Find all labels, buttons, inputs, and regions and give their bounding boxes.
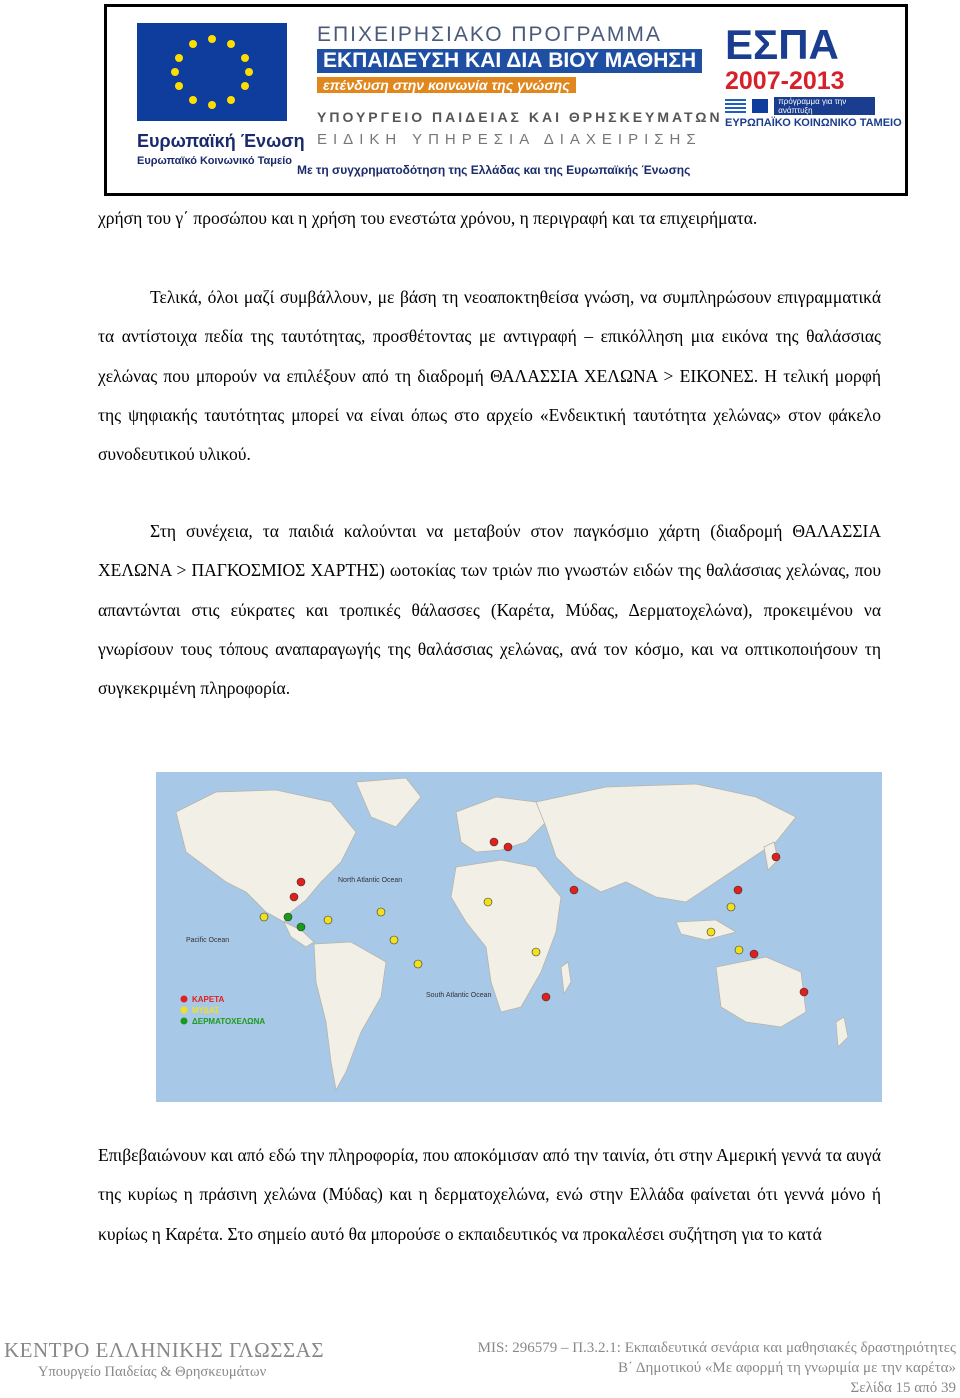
footer-mis: MIS: 296579 – Π.3.2.1: Εκπαιδευτικά σενάρια και μαθησιακές δραστηριότητες <box>477 1340 956 1356</box>
marker-mydas <box>260 913 268 921</box>
marker-caretta <box>290 893 298 901</box>
eu-flag-icon <box>137 23 287 121</box>
north-atlantic-label: North Atlantic Ocean <box>338 877 403 884</box>
op-slogan: επένδυση στην κοινωνία της γνώσης <box>317 77 576 93</box>
marker-leatherback <box>297 923 305 931</box>
legend-leatherback-label: ΔΕΡΜΑΤΟΧΕΛΩΝΑ <box>192 1017 266 1026</box>
legend-mydas-label: ΜΥΔΑΣ <box>192 1006 220 1015</box>
greek-flag-icon <box>725 99 746 113</box>
eu-name: Ευρωπαϊκή Ένωση <box>137 131 305 151</box>
south-atlantic-label: South Atlantic Ocean <box>426 992 492 999</box>
world-map <box>156 772 882 1102</box>
paragraph-3: Στη συνέχεια, τα παιδιά καλούνται να μεταβούν στον παγκόσμιο χάρτη (διαδρομή ΘΑΛΑΣΣΙΑ ΧΕΛΩΝΑ > ΠΑΓΚΟΣΜΙΟΣ ΧΑΡΤΗΣ) ωοτοκίας των τριών πιο γνωστών ειδών της θαλάσσιας χελώνας, που απαντώνται στις εύκρατες και τροπικές θάλασσες (Καρέτα, Μύδας, Δερματοχελώνα), προκειμένου να γνωρίσουν τους τόπους αναπαραγωγής της θαλάσσιας χελώνας, ανά τον κόσμο, και να οπτικοποιήσουν τη συγκεκριμένη πληροφορία. <box>98 521 881 699</box>
espa-logo: ΕΣΠΑ <box>725 21 839 68</box>
marker-mydas <box>532 948 540 956</box>
marker-caretta-greece <box>490 838 498 846</box>
espa-band <box>725 99 875 113</box>
legend-leatherback-dot <box>181 1018 188 1025</box>
marker-mydas <box>735 946 743 954</box>
marker-caretta <box>750 950 758 958</box>
marker-caretta <box>734 886 742 894</box>
paragraph-4: Επιβεβαιώνουν και από εδώ την πληροφορία, που αποκόμισαν από την ταινία, ότι στην Αμερική γεννά τα αυγά της κυρίως η πράσινη χελώνα (Μύδας) και η δερματοχελώνα, ενώ στην Ελλάδα φαίνεται ότι γεννά μόνο ή κυρίως η Καρέτα. Στο σημείο αυτό θα μπορούσε ο εκπαιδευτικός να προκαλέσει συζήτηση για το κατά <box>98 1145 881 1244</box>
marker-mydas <box>414 960 422 968</box>
marker-caretta <box>772 853 780 861</box>
eu-mini-flag-icon <box>752 99 768 113</box>
marker-caretta <box>800 988 808 996</box>
footer-page-number: Σελίδα 15 από 39 <box>850 1380 956 1396</box>
paragraph-2: Τελικά, όλοι μαζί συμβάλλουν, με βάση τη νεοαποκτηθείσα γνώση, να συμπληρώσουν επιγραμματικά τα αντίστοιχα πεδία της ταυτότητας, προσθέτοντας με αντιγραφή – επικόλληση μια εικόνα της θαλάσσιας χελώνας που μπορούν να επιλέξουν από τη διαδρομή ΘΑΛΑΣΣΙΑ ΧΕΛΩΝΑ > ΕΙΚΟΝΕΣ. Η τελική μορφή της ψηφιακής ταυτότητας μπορεί να είναι όπως στο αρχείο «Ενδεικτική ταυτότητα χελώνας» στον φάκελο συνοδευτικού υλικού. <box>98 287 881 465</box>
marker-caretta <box>570 886 578 894</box>
pacific-label: Pacific Ocean <box>186 937 230 944</box>
footer-ministry: Υπουργείο Παιδείας & Θρησκευμάτων <box>38 1364 267 1380</box>
legend-caretta-label: ΚΑΡΕΤΑ <box>192 995 225 1004</box>
op-title: ΕΠΙΧΕΙΡΗΣΙΑΚΟ ΠΡΟΓΡΑΜΜΑ <box>317 23 662 46</box>
marker-mydas <box>324 916 332 924</box>
legend-caretta-dot <box>181 996 188 1003</box>
eu-fund-label: Ευρωπαϊκό Κοινωνικό Ταμείο <box>137 155 292 167</box>
marker-mydas <box>484 898 492 906</box>
cofund-label: Με τη συγχρηματοδότηση της Ελλάδας και της Ευρωπαϊκής Ένωσης <box>297 163 691 177</box>
header-banner <box>104 4 908 196</box>
marker-mydas <box>390 936 398 944</box>
marker-caretta <box>542 993 550 1001</box>
marker-mydas <box>727 903 735 911</box>
marker-caretta <box>297 878 305 886</box>
op-subtitle: ΕΚΠΑΙΔΕΥΣΗ ΚΑΙ ΔΙΑ ΒΙΟΥ ΜΑΘΗΣΗ <box>317 49 702 73</box>
world-map-svg <box>156 772 882 1102</box>
ministry-label: ΥΠΟΥΡΓΕΙΟ ΠΑΙΔΕΙΑΣ ΚΑΙ ΘΡΗΣΚΕΥΜΑΤΩΝ <box>317 109 723 125</box>
marker-mydas <box>377 908 385 916</box>
legend-mydas-dot <box>181 1007 188 1014</box>
espa-fund-label: ΕΥΡΩΠΑΪΚΟ ΚΟΙΝΩΝΙΚΟ ΤΑΜΕΙΟ <box>725 117 902 129</box>
espa-development-label: πρόγραμμα για την ανάπτυξη <box>774 97 875 115</box>
marker-caretta <box>504 843 512 851</box>
marker-mydas <box>707 928 715 936</box>
espa-years: 2007-2013 <box>725 67 845 95</box>
footer-grade: Β΄ Δημοτικού «Με αφορμή τη γνωριμία με την καρέτα» <box>617 1360 956 1376</box>
marker-leatherback <box>284 913 292 921</box>
footer-org: ΚΕΝΤΡΟ ΕΛΛΗΝΙΚΗΣ ΓΛΩΣΣΑΣ <box>4 1338 325 1362</box>
service-label: ΕΙΔΙΚΗ ΥΠΗΡΕΣΙΑ ΔΙΑΧΕΙΡΙΣΗΣ <box>317 131 702 148</box>
paragraph-1: χρήση του γ΄ προσώπου και η χρήση του ενεστώτα χρόνου, η περιγραφή και τα επιχειρήματα. <box>98 208 758 228</box>
